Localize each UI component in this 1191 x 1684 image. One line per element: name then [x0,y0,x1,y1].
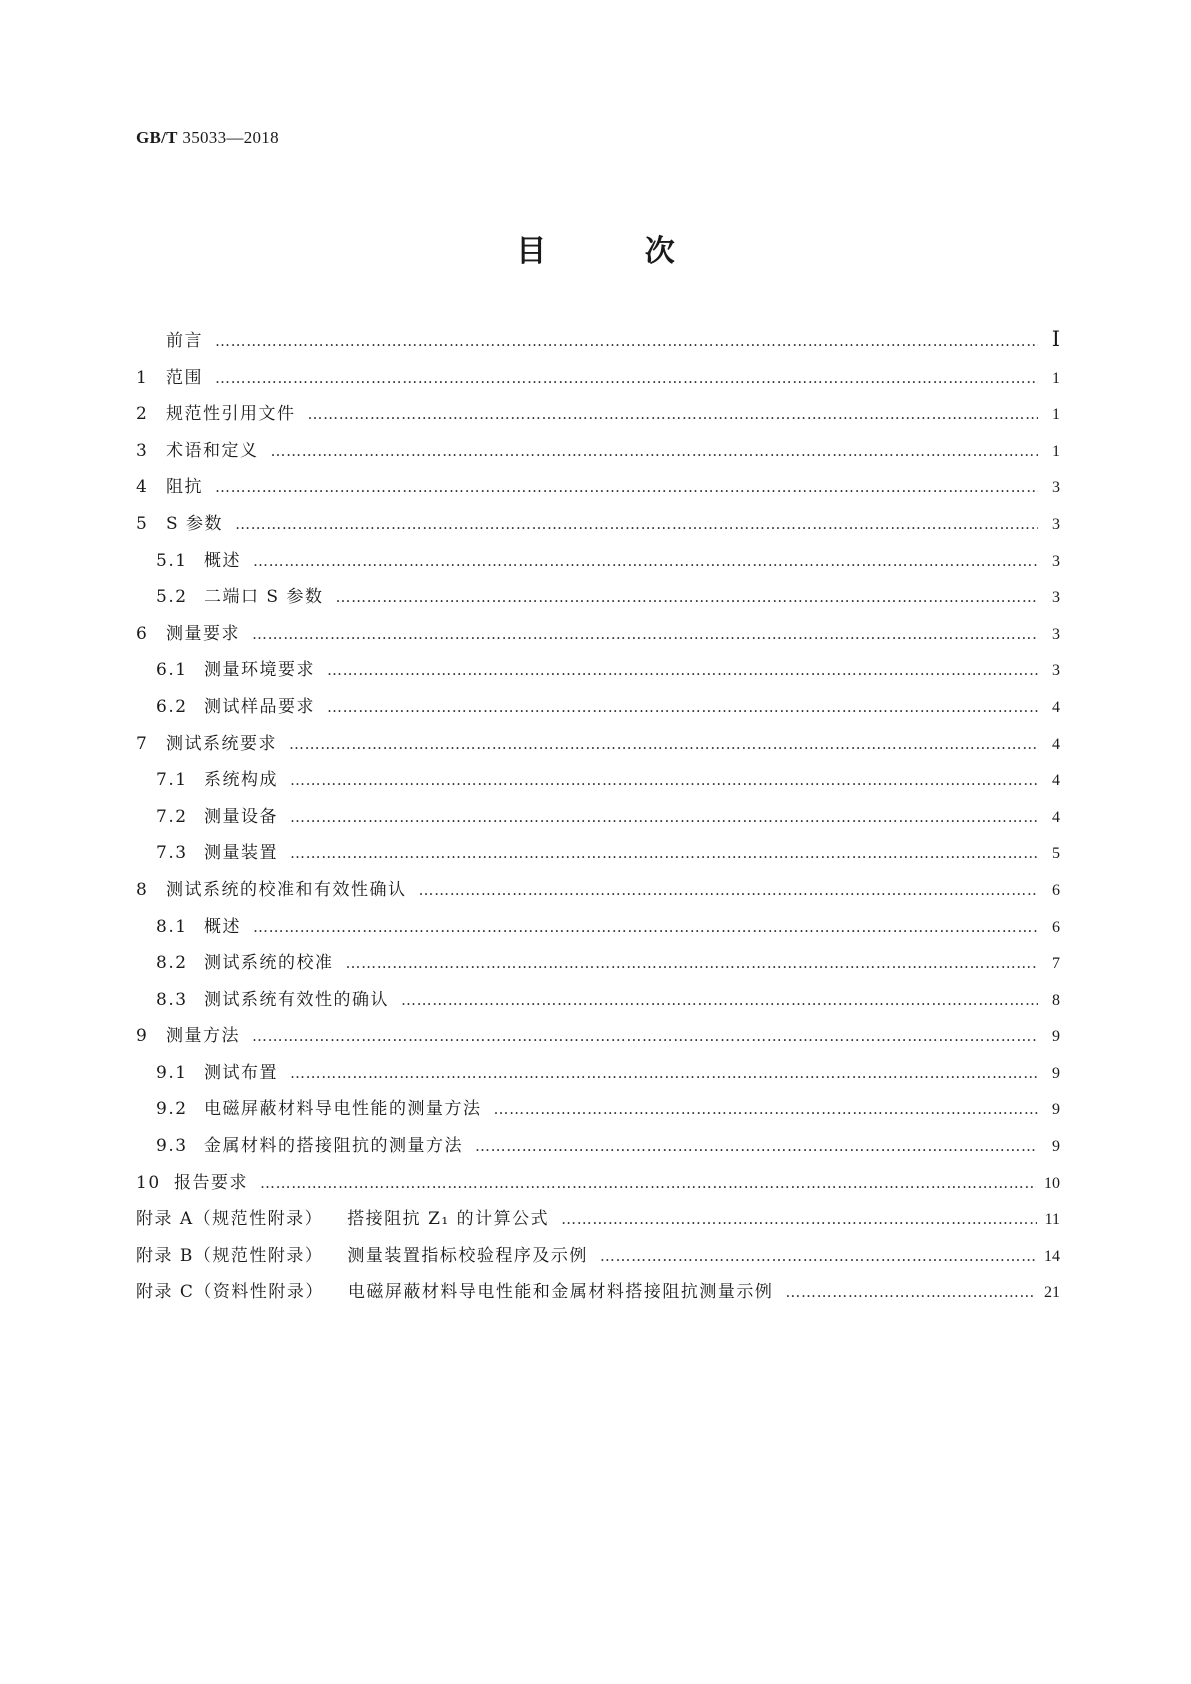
toc-number: 5 [136,513,149,534]
toc-page: 9 [1052,1101,1060,1119]
toc-entry[interactable] [136,1131,1060,1168]
toc-leader [785,1283,1036,1301]
standard-prefix: GB/T [136,128,178,147]
toc-number: 7.2 [156,806,188,827]
toc-page: 3 [1052,479,1060,497]
toc-leader [252,625,1038,643]
toc-page: 4 [1052,735,1060,753]
toc-label: 系统构成 [204,770,278,791]
toc-leader [253,552,1038,570]
toc-page: 21 [1044,1284,1060,1302]
toc-page: 9 [1052,1064,1060,1082]
toc-entry[interactable] [136,326,1060,363]
table-of-contents [136,326,1060,1314]
toc-label: 电磁屏蔽材料导电性能的测量方法 [204,1099,482,1120]
toc-label: S 参数 [166,513,224,534]
toc-leader [600,1247,1036,1265]
toc-number: 7.3 [156,843,188,864]
toc-label: 测试系统的校准和有效性确认 [166,879,407,900]
toc-label: 测量方法 [166,1026,240,1047]
toc-page: 3 [1052,552,1060,570]
toc-number: 7.1 [156,770,188,791]
toc-number: 8.2 [156,953,188,974]
toc-page: 3 [1052,662,1060,680]
toc-page: 7 [1052,955,1060,973]
toc-leader [252,1027,1038,1045]
toc-entry[interactable] [136,802,1060,839]
toc-label: 测量设备 [204,806,278,827]
toc-label: 概述 [204,550,241,571]
toc-page: 3 [1052,515,1060,533]
toc-page: 5 [1052,845,1060,863]
toc-leader [215,332,1038,350]
toc-number: 6 [136,623,149,644]
toc-entry[interactable] [136,948,1060,985]
toc-entry[interactable] [136,729,1060,766]
toc-page: 4 [1052,808,1060,826]
toc-leader [327,661,1038,679]
toc-number: 3 [136,440,149,461]
toc-page: 4 [1052,772,1060,790]
toc-leader [401,991,1038,1009]
toc-page: 6 [1052,881,1060,899]
toc-page: 1 [1052,369,1060,387]
toc-label: 搭接阻抗 Z₁ 的计算公式 [347,1209,550,1230]
toc-leader [235,515,1038,533]
toc-label: 测量要求 [166,623,240,644]
toc-entry[interactable] [136,838,1060,875]
toc-page: 3 [1052,589,1060,607]
toc-leader [290,771,1038,789]
toc-label: 测试系统的校准 [204,953,334,974]
toc-leader [260,1174,1036,1192]
toc-number: 附录 C（资料性附录） [136,1282,324,1303]
toc-label: 测量环境要求 [204,660,315,681]
toc-entry[interactable] [136,363,1060,400]
toc-number: 10 [136,1172,161,1193]
toc-label: 测试布置 [204,1062,278,1083]
toc-entry[interactable] [136,546,1060,583]
toc-page: 1 [1052,442,1060,460]
toc-leader [290,1064,1038,1082]
toc-entry[interactable] [136,765,1060,802]
toc-page: 14 [1044,1247,1060,1265]
toc-leader [215,478,1038,496]
standard-number: 35033—2018 [182,128,279,147]
page-title: 目 次 [516,234,719,269]
toc-number: 附录 B（规范性附录） [136,1245,324,1266]
toc-leader [561,1210,1036,1228]
toc-label: 术语和定义 [166,440,259,461]
toc-entry[interactable] [136,472,1060,509]
toc-entry[interactable] [136,509,1060,546]
toc-label: 报告要求 [174,1172,248,1193]
toc-entry-appendix[interactable] [136,1277,1060,1314]
toc-leader [289,735,1038,753]
toc-entry[interactable] [136,436,1060,473]
toc-entry[interactable] [136,655,1060,692]
toc-label: 电磁屏蔽材料导电性能和金属材料搭接阻抗测量示例 [347,1282,774,1303]
toc-page: 1 [1052,406,1060,424]
toc-label: 二端口 S 参数 [204,587,324,608]
toc-number: 8.3 [156,989,188,1010]
toc-entry[interactable] [136,1058,1060,1095]
toc-leader [308,405,1039,423]
toc-page: Ⅰ [1051,327,1060,351]
toc-number: 8 [136,879,149,900]
toc-label: 测量装置 [204,843,278,864]
toc-label: 前言 [166,331,203,351]
toc-leader [327,698,1038,716]
toc-number: 5.1 [156,550,188,571]
toc-leader [253,918,1038,936]
toc-entry[interactable] [136,619,1060,656]
toc-leader [346,954,1039,972]
toc-number: 2 [136,404,149,425]
toc-label: 金属材料的搭接阻抗的测量方法 [204,1136,463,1157]
toc-entry[interactable] [136,1094,1060,1131]
toc-page: 3 [1052,625,1060,643]
toc-label: 测试系统要求 [166,733,277,754]
toc-label: 概述 [204,916,241,937]
toc-entry[interactable] [136,912,1060,949]
toc-number: 4 [136,477,149,498]
toc-label: 阻抗 [166,477,203,498]
toc-number: 7 [136,733,149,754]
toc-leader [290,808,1038,826]
toc-leader [494,1100,1039,1118]
toc-leader [475,1137,1038,1155]
toc-leader [271,442,1039,460]
toc-label: 测量装置指标校验程序及示例 [347,1245,588,1266]
toc-entry-appendix[interactable] [136,1204,1060,1241]
toc-entry[interactable] [136,399,1060,436]
toc-number: 8.1 [156,916,188,937]
toc-entry[interactable] [136,985,1060,1022]
toc-page: 11 [1044,1211,1060,1229]
toc-number: 附录 A（规范性附录） [136,1209,324,1230]
toc-number: 9.2 [156,1099,188,1120]
toc-number: 6.2 [156,696,188,717]
toc-page: 8 [1052,991,1060,1009]
toc-entry[interactable] [136,1021,1060,1058]
toc-leader [419,881,1039,899]
toc-leader [215,369,1038,387]
toc-entry[interactable] [136,875,1060,912]
toc-number: 5.2 [156,587,188,608]
toc-entry-appendix[interactable] [136,1241,1060,1278]
toc-number: 6.1 [156,660,188,681]
toc-number: 9 [136,1026,149,1047]
toc-leader [290,844,1038,862]
toc-number: 9.3 [156,1136,188,1157]
toc-page: 9 [1052,1138,1060,1156]
toc-number: 1 [136,367,149,388]
standard-code [136,128,279,148]
toc-leader [335,588,1038,606]
toc-label: 规范性引用文件 [166,404,296,425]
toc-entry[interactable] [136,1168,1060,1205]
toc-page: 4 [1052,698,1060,716]
toc-entry[interactable] [136,582,1060,619]
toc-page: 6 [1052,918,1060,936]
toc-label: 范围 [166,367,203,388]
toc-number: 9.1 [156,1062,188,1083]
toc-page: 9 [1052,1028,1060,1046]
toc-entry[interactable] [136,692,1060,729]
toc-label: 测试系统有效性的确认 [204,989,389,1010]
toc-label: 测试样品要求 [204,696,315,717]
toc-page: 10 [1044,1174,1060,1192]
